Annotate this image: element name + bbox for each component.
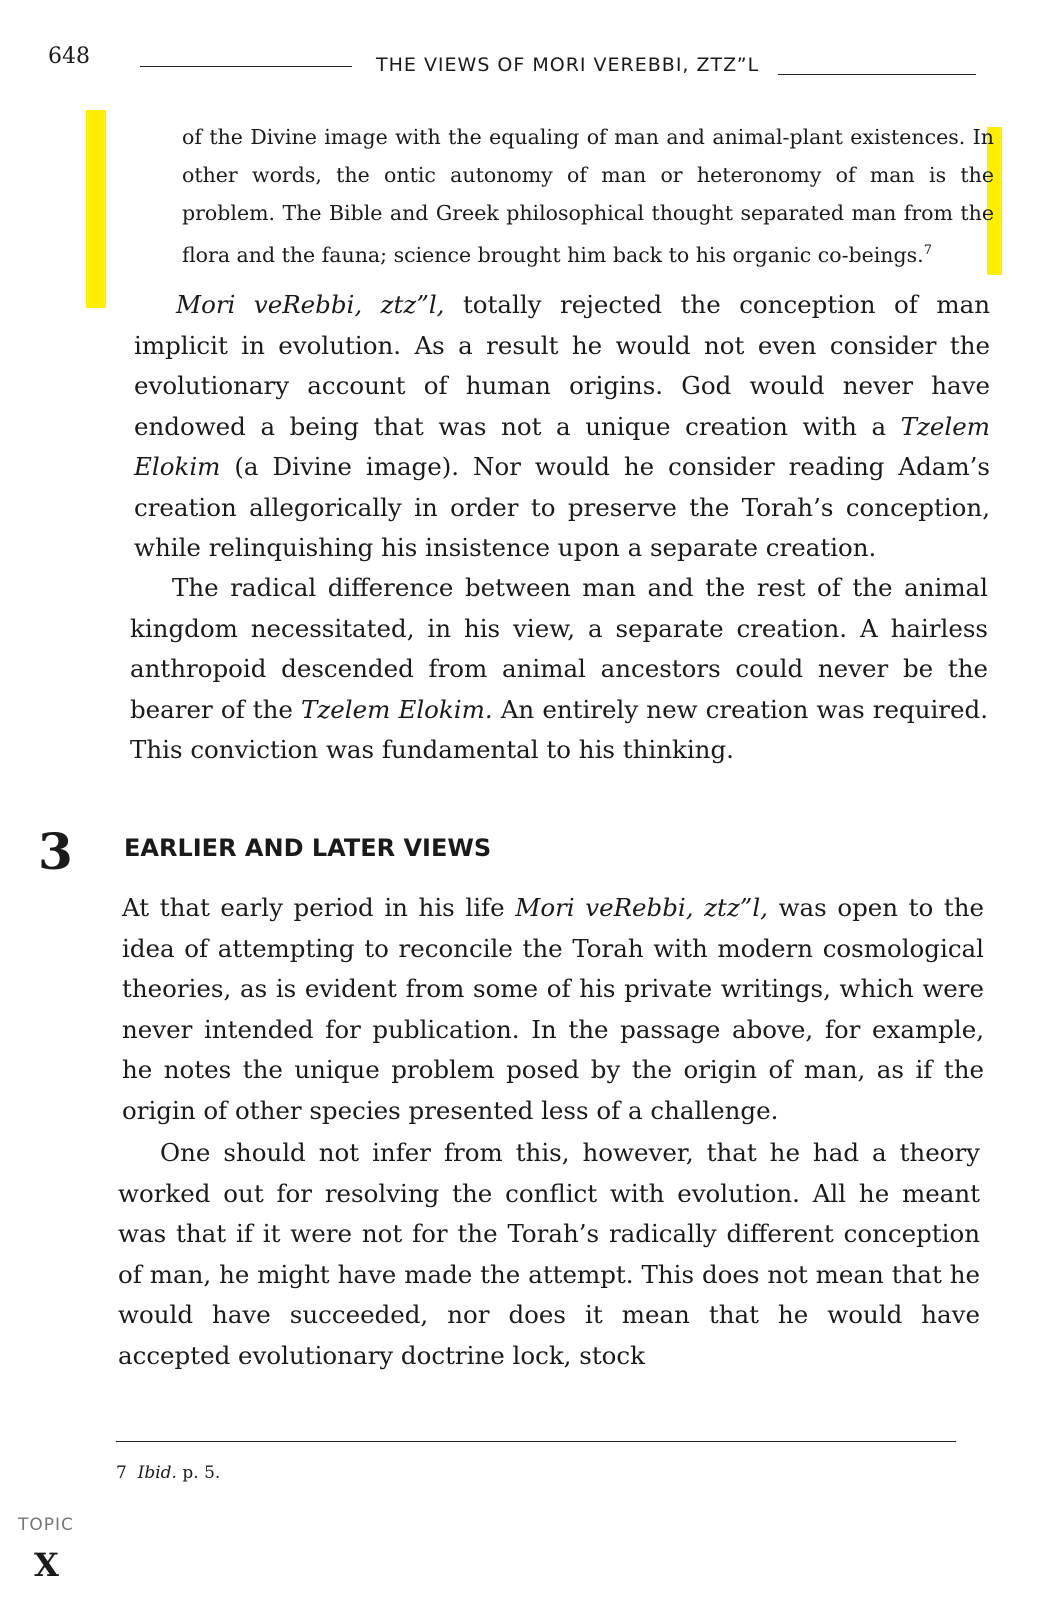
footnote bbox=[116, 1463, 220, 1483]
paragraph-1-lead: Mori veRebbi, ztz”l, bbox=[176, 290, 445, 319]
footnote-number: 7 bbox=[116, 1463, 127, 1483]
block-quote-text: of the Divine image with the equaling of man and animal-plant existences. In other words, the ontic autonomy of man or heteronomy of man is the problem. The Bible and Greek philosophical thought separated man from the flora and the fauna; science brought him back to his organic co-beings. bbox=[182, 125, 994, 267]
paragraph-4 bbox=[118, 1133, 980, 1376]
section-number: 3 bbox=[38, 822, 73, 881]
paragraph-2 bbox=[130, 568, 988, 771]
paragraph-1-term: Tzelem Elokim bbox=[134, 411, 990, 481]
paragraph-2-text-a: The radical difference between man and the rest of the animal kingdom necessitated, in his view, a separate creation. A hairless anthropoid descended from animal ancestors could never be the bearer of the bbox=[130, 573, 988, 724]
footnote-text: p. 5. bbox=[176, 1463, 221, 1483]
paragraph-3-term: Mori veRebbi, ztz”l, bbox=[515, 893, 768, 922]
paragraph-1 bbox=[134, 285, 990, 569]
highlight-mark-left bbox=[86, 110, 106, 308]
running-title: THE VIEWS OF MORI VEREBBI, ZTZ”L bbox=[376, 54, 760, 76]
page-number: 648 bbox=[48, 44, 90, 69]
paragraph-4-text: One should not infer from this, however, that he had a theory worked out for resolving the conflict with evolution. All he meant was that if it were not for the Torah’s radically different conception of man, he might have made the attempt. This does not mean that he would have succeeded, nor does it mean that he would have accepted evolutionary doctrine lock, stock bbox=[118, 1138, 980, 1370]
footnote-ref: 7 bbox=[923, 243, 932, 258]
paragraph-3 bbox=[122, 888, 984, 1131]
block-quote bbox=[182, 118, 994, 274]
paragraph-1-text-a: totally rejected the conception of man implicit in evolution. As a result he would not even consider the evolutionary account of human origins. God would never have endowed a being that was not a unique creation with a bbox=[134, 290, 990, 441]
paragraph-1-text-c: (a Divine image). Nor would he consider reading Adam’s creation allegorically in order to preserve the Torah’s conception, while relinquishing his insistence upon a separate creation. bbox=[134, 452, 990, 562]
paragraph-3-text-c: was open to the idea of attempting to reconcile the Torah with modern cosmological theories, as is evident from some of his private writings, which were never intended for publication. In the passage above, for example, he notes the unique problem posed by the origin of man, as if the origin of other species presented less of a challenge. bbox=[122, 893, 985, 1125]
header-rule-right bbox=[778, 74, 976, 75]
paragraph-3-text-a: At that early period in his life bbox=[122, 893, 516, 922]
topic-numeral: X bbox=[34, 1546, 59, 1584]
paragraph-2-text-c: An entirely new creation was required. This conviction was fundamental to his thinking. bbox=[130, 694, 988, 764]
topic-label: TOPIC bbox=[18, 1515, 74, 1535]
footnote-rule bbox=[116, 1441, 956, 1442]
section-heading: EARLIER AND LATER VIEWS bbox=[124, 834, 492, 862]
footnote-ibid: Ibid. bbox=[137, 1463, 177, 1483]
header-rule-left bbox=[140, 66, 352, 67]
paragraph-2-term: Tzelem Elokim. bbox=[301, 694, 493, 724]
